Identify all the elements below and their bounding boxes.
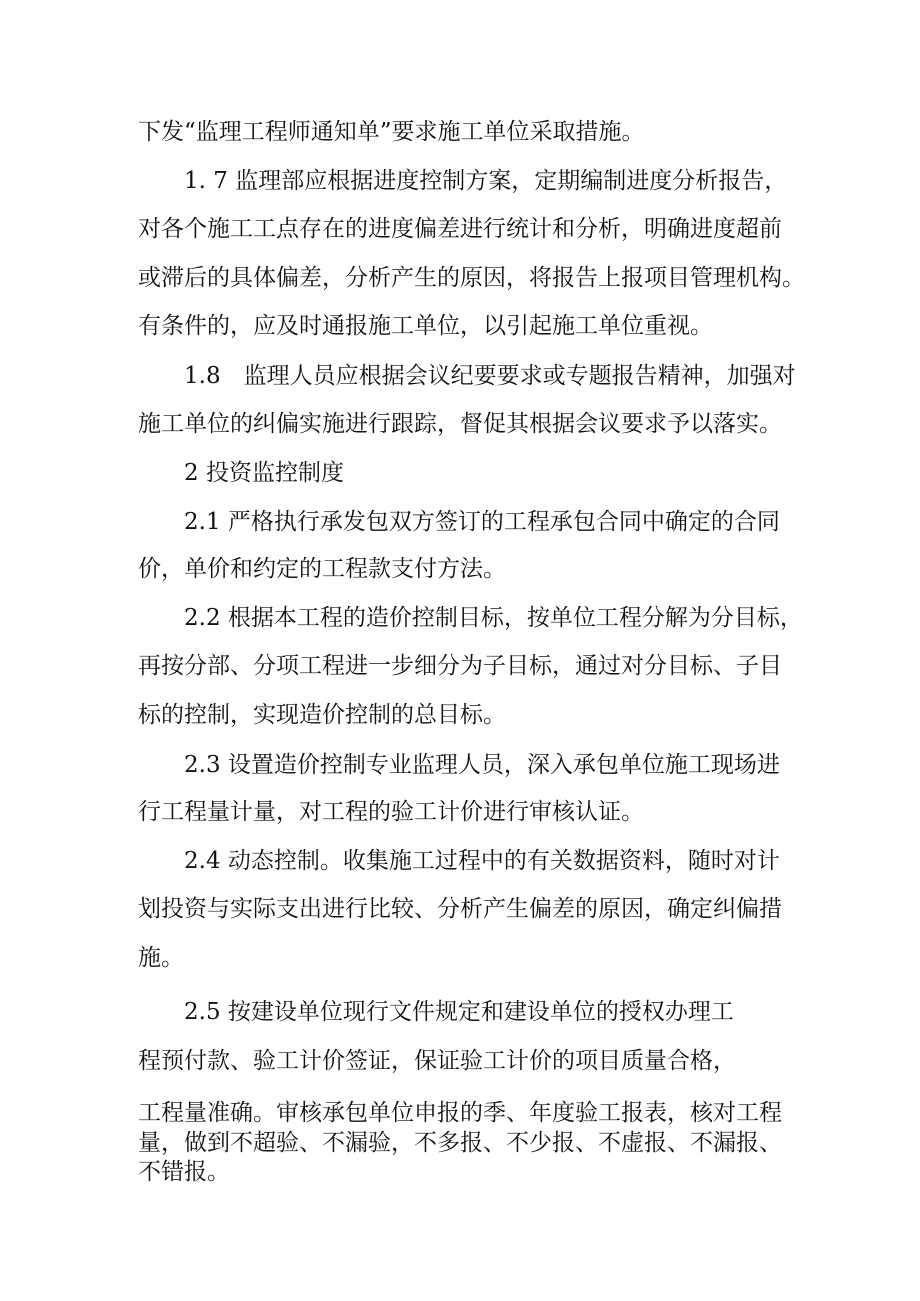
text-line-17: 划投资与实际支出进行比较、分析产生偏差的原因，确定纠偏措 [138,896,782,922]
text-line-11: 2.2 根据本工程的造价控制目标，按单位工程分解为分目标， [184,605,803,631]
text-line-4: 或滞后的具体偏差，分析产生的原因，将报告上报项目管理机构。 [138,265,805,291]
text-line-19: 2.5 按建设单位现行文件规定和建设单位的授权办理工 [184,999,734,1025]
text-line-18: 施。 [138,945,184,971]
text-line-13: 标的控制，实现造价控制的总目标。 [138,702,506,728]
text-line-21: 工程量准确。审核承包单位申报的季、年度验工报表，核对工程 [138,1100,782,1126]
section-heading: 2 投资监控制度 [184,460,344,486]
text-line-2: 1. 7 监理部应根据进度控制方案，定期编制进度分析报告， [184,168,788,194]
text-line-15: 行工程量计量，对工程的验工计价进行审核认证。 [138,799,644,825]
text-line-12: 再按分部、分项工程进一步细分为子目标，通过对分目标、子目 [138,653,782,679]
text-line-9: 2.1 严格执行承发包双方签订的工程承包合同中确定的合同 [184,509,780,535]
text-line-22: 量，做到不超验、不漏验，不多报、不少报、不虚报、不漏报、 [138,1130,782,1156]
text-line-23: 不错报。 [138,1159,230,1185]
text-line-20: 程预付款、验工计价签证，保证验工计价的项目质量合格， [138,1048,736,1074]
text-line-6: 1.8 监理人员应根据会议纪要要求或专题报告精神，加强对 [184,363,796,389]
text-line-16: 2.4 动态控制。收集施工过程中的有关数据资料，随时对计 [184,848,780,874]
text-line-5: 有条件的，应及时通报施工单位，以引起施工单位重视。 [138,313,713,339]
text-line-3: 对各个施工工点存在的进度偏差进行统计和分析，明确进度超前 [138,216,782,242]
text-line-10: 价，单价和约定的工程款支付方法。 [138,556,506,582]
text-line-7: 施工单位的纠偏实施进行跟踪，督促其根据会议要求予以落实。 [138,411,782,437]
text-line-1: 下发“监理工程师通知单”要求施工单位采取措施。 [138,119,645,145]
text-line-14: 2.3 设置造价控制专业监理人员，深入承包单位施工现场进 [184,752,780,778]
